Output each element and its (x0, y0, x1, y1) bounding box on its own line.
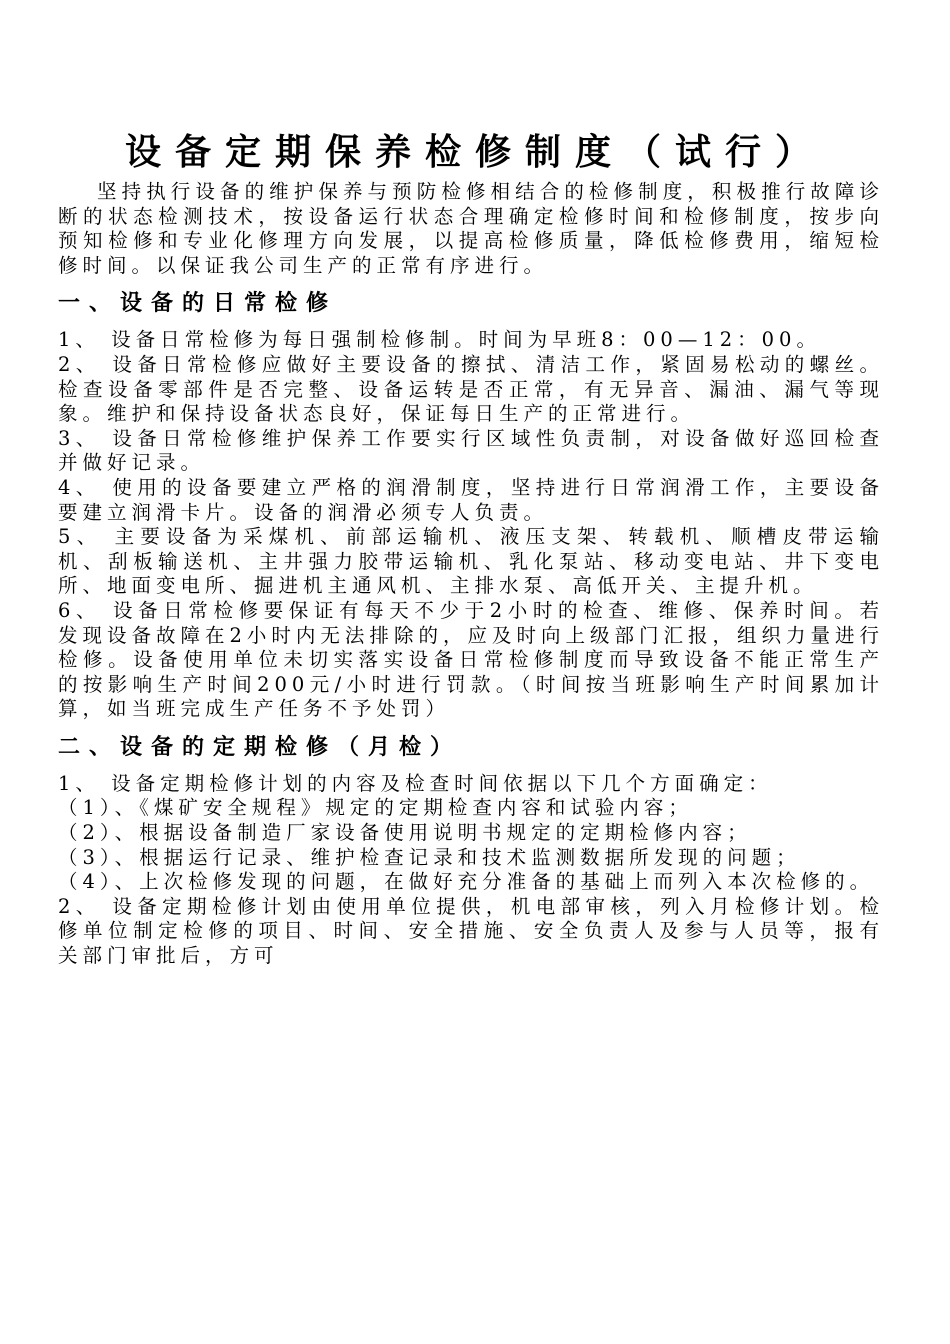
section-1-item-5: 5、 主要设备为采煤机、前部运输机、液压支架、转载机、顺槽皮带运输机、刮板输送机、主井强力胶带运输机、乳化泵站、移动变电站、井下变电所、地面变电所、掘进机主通风机、主排水泵、高低开关、主提升机。 (58, 525, 884, 598)
section-2-heading: 二、设备的定期检修（月检） (58, 733, 462, 760)
document-body (58, 180, 884, 969)
section-2-subitem-1: （1）、《煤矿安全规程》规定的定期检查内容和试验内容； (58, 796, 693, 820)
intro-paragraph: 坚持执行设备的维护保养与预防检修相结合的检修制度，积极推行故障诊断的状态检测技术，按设备运行状态合理确定检修时间和检修制度，按步向预知检修和专业化修理方向发展，以提高检修质量，降低检修费用，缩短检修时间。以保证我公司生产的正常有序进行。 (58, 180, 884, 277)
section-1-item-1: 1、 设备日常检修为每日强制检修制。时间为早班8：00—12：00。 (58, 328, 821, 352)
section-1-item-3: 3、 设备日常检修维护保养工作要实行区域性负责制，对设备做好巡回检查并做好记录。 (58, 426, 884, 475)
section-2-item-2: 2、 设备定期检修计划由使用单位提供，机电部审核，列入月检修计划。检修单位制定检修的项目、时间、安全措施、安全负责人及参与人员等，报有关部门审批后，方可 (58, 894, 884, 968)
section-1-item-2: 2、 设备日常检修应做好主要设备的擦拭、清洁工作，紧固易松动的螺丝。检查设备零部件是否完整、设备运转是否正常，有无异音、漏油、漏气等现象。维护和保持设备状态良好，保证每日生产的正常进行。 (58, 352, 884, 426)
section-1-heading: 一、设备的日常检修 (58, 290, 338, 317)
section-1-item-6: 6、 设备日常检修要保证有每天不少于2小时的检查、维修、保养时间。若发现设备故障在2小时内无法排除的，应及时向上级部门汇报，组织力量进行检修。设备使用单位未切实落实设备日常检修制度而导致设备不能正常生产的按影响生产时间200元/小时进行罚款。（时间按当班影响生产时间累加计算，如当班完成生产任务不予处罚） (58, 598, 884, 721)
section-2-subitem-4: （4）、上次检修发现的问题，在做好充分准备的基础上而列入本次检修的。 (58, 870, 875, 894)
section-2-subitem-3: （3）、根据运行记录、维护检查记录和技术监测数据所发现的问题； (58, 845, 801, 869)
document-title: 设备定期保养检修制度（试行） (124, 131, 825, 173)
section-1-item-4: 4、 使用的设备要建立严格的润滑制度，坚持进行日常润滑工作，主要设备要建立润滑卡片。设备的润滑必须专人负责。 (58, 475, 884, 524)
section-2-subitem-2: （2）、根据设备制造厂家设备使用说明书规定的定期检修内容； (58, 821, 752, 845)
section-2-item-1: 1、 设备定期检修计划的内容及检查时间依据以下几个方面确定： (58, 771, 773, 795)
